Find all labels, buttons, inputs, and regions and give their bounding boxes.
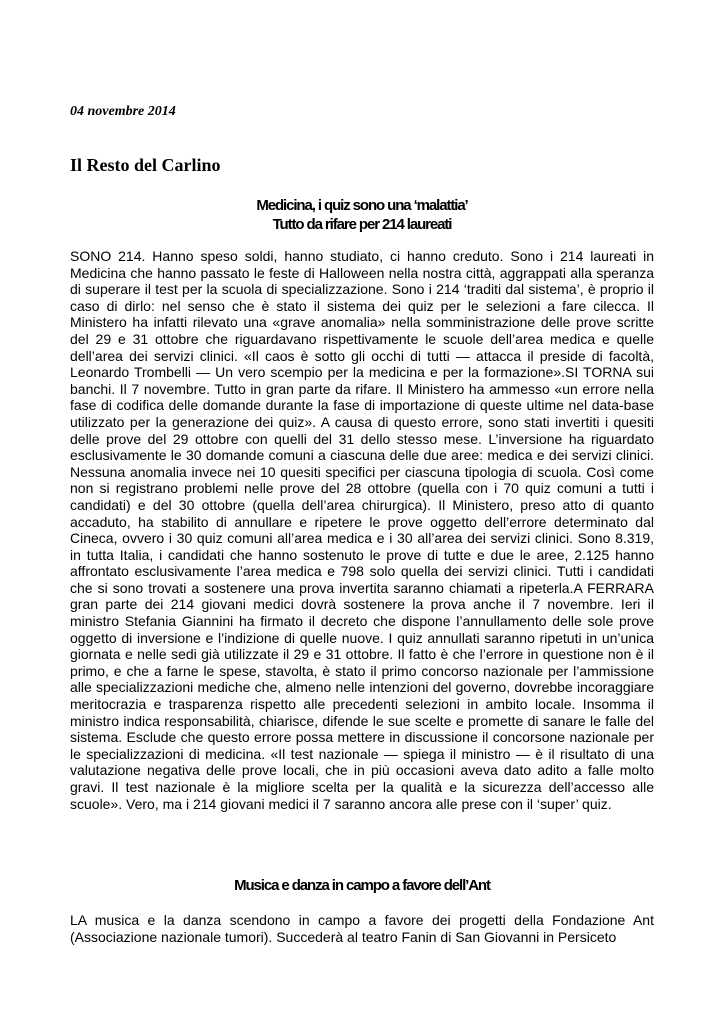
article-2-headline: Musica e danza in campo a favore dell’Ant [234,877,490,894]
article-date: 04 novembre 2014 [70,104,176,119]
newspaper-name: Il Resto del Carlino [70,155,221,175]
article-1-title-line-1: Medicina, i quiz sono una ‘malattia’ [256,197,468,214]
article-2-body: LA musica e la danza scendono in campo a favore dei progetti della Fondazione Ant (Associazione nazionale tumori). Succederà al teatro Fanin di San Giovanni in Persiceto [70,912,654,945]
article-1-headline [70,196,654,234]
article-1-body: SONO 214. Hanno speso soldi, hanno studiato, ci hanno creduto. Sono i 214 laureati in Medicina che hanno passato le feste di Halloween nella nostra città, aggrappati alla speranza di superare il test per la scuola di specializzazione. Sono i 214 ‘traditi dal sistema’, è proprio il caso di dirlo: nel senso che è stato il sistema dei quiz per le selezioni a fare cilecca. Il Ministero ha infatti rilevato una «grave anomalia» nella somministrazione delle prove scritte del 29 e 31 ottobre che riguardavano rispettivamente le scuole dell’area medica e quelle dell’area dei servizi clinici. «Il caos è sotto gli occhi di tutti — attacca il preside di facoltà, Leonardo Trombelli — Un vero scempio per la medicina e per la formazione».SI TORNA sui banchi. Il 7 novembre. Tutto in gran parte da rifare. Il Ministero ha ammesso «un errore nella fase di codifica delle domande durante la fase di importazione di queste ultime nel data-base utilizzato per la generazione dei quiz». A causa di questo errore, sono stati invertiti i quesiti delle prove del 29 ottobre con quelli del 31 dello stesso mese. L’inversione ha riguardato esclusivamente le 30 domande comuni a ciascuna delle due aree: medica e dei servizi clinici. Nessuna anomalia invece nei 10 quesiti specifici per ciascuna tipologia di scuola. Così come non si registrano problemi nelle prove del 28 ottobre (quella con i 70 quiz comuni a tutti i candidati) e del 30 ottobre (quella dell’area chirurgica). Il Ministero, preso atto di quanto accaduto, ha stabilito di annullare e ripetere le prove oggetto dell’errore determinato dal Cineca, ovvero i 30 quiz comuni all’area medica e i 30 all’area dei servizi clinici. Sono 8.319, in tutta Italia, i candidati che hanno sostenuto le prove di tutte e due le aree, 2.125 hanno affrontato esclusivamente l’area medica e 798 solo quella dei servizi clinici. Tutti i candidati che si sono trovati a sostenere una prova invertita saranno chiamati a ripeterla.A FERRARA gran parte dei 214 giovani medici dovrà sostenere la prova anche il 7 novembre. Ieri il ministro Stefania Giannini ha firmato il decreto che dispone l’annullamento delle sole prove oggetto di inversione e l’indizione di quelle nuove. I quiz annullati saranno ripetuti in un’unica giornata e nelle sedi già utilizzate il 29 e 31 ottobre. Il fatto è che l’errore in questione non è il primo, e che a farne le spese, stavolta, è stato il primo concorso nazionale per l’ammissione alle specializzazioni mediche che, almeno nelle intenzioni del governo, dovrebbe incoraggiare meritocrazia e trasparenza rispetto alle precedenti selezioni in ambito locale. Insomma il ministro indica responsabilità, chiarisce, difende le sue scelte e promette di sanare le falle del sistema. Esclude che questo errore possa mettere in discussione il concorsone nazionale per le specializzazioni di medicina. «Il test nazionale — spiega il ministro — è il risultato di una valutazione negativa delle prove locali, che in più occasioni aveva dato adito a falle molto gravi. Il test nazionale è la migliore scelta per la qualità e la sicurezza dell’accesso alle scuole». Vero, ma i 214 giovani medici il 7 saranno ancora alle prese con il ‘super’ quiz. [70,248,654,812]
article-1-title-line-2: Tutto da rifare per 214 laureati [272,216,452,233]
